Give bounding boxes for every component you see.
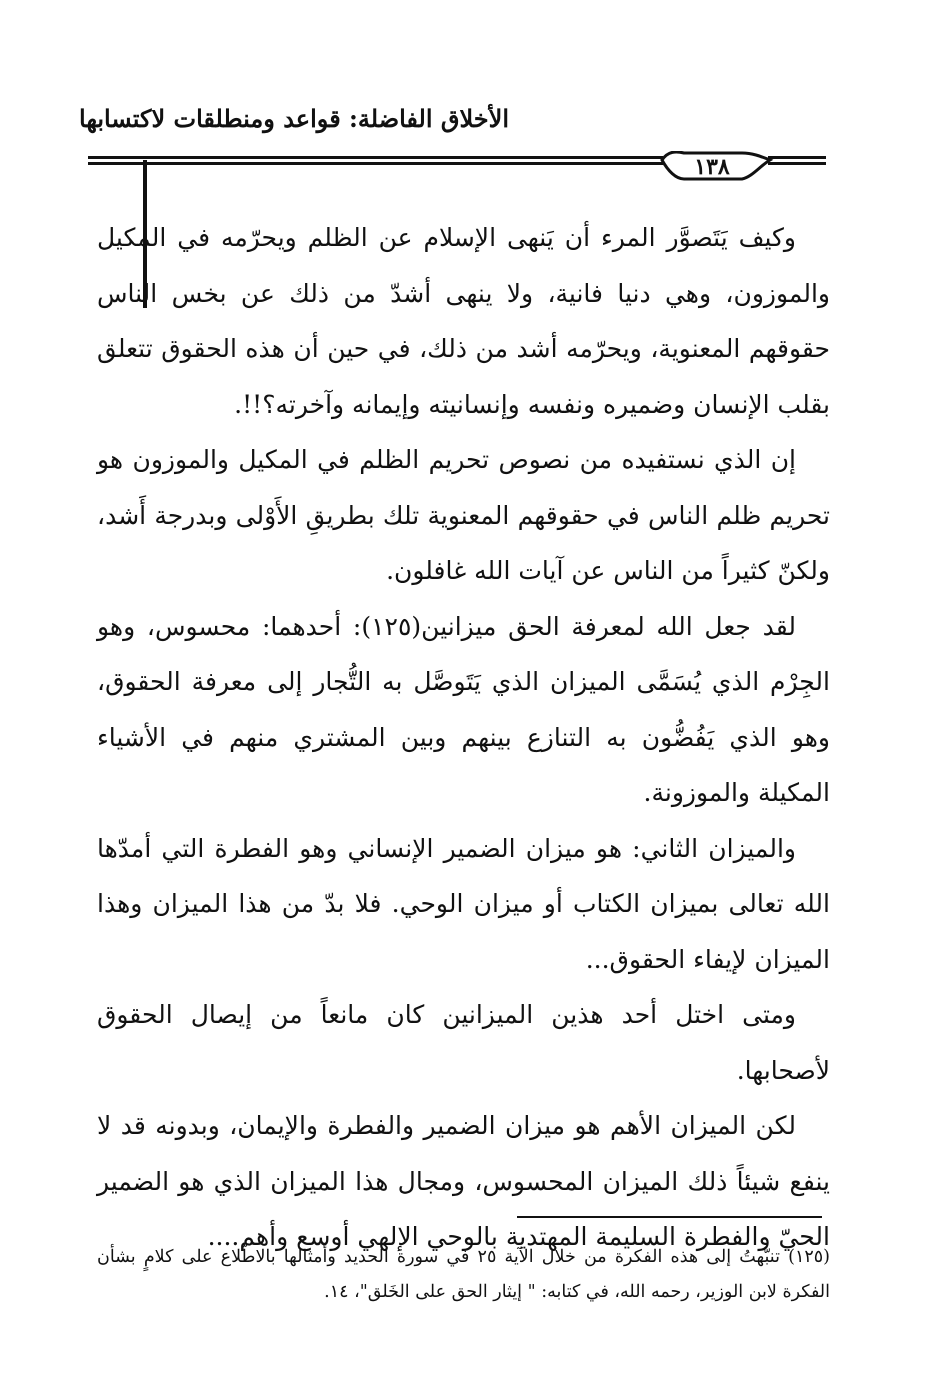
paragraph: والميزان الثاني: هو ميزان الضمير الإنساني وهو الفطرة التي أمدّها الله تعالى بميزان الكتاب أو ميزان الوحي. فلا بدّ من هذا الميزان وهذا الميزان لإيفاء الحقوق... [97, 833, 830, 974]
main-text [97, 210, 830, 1265]
paragraph: وكيف يَتَصوَّر المرء أن يَنهى الإسلام عن الظلم ويحرّمه في المكيل والموزون، وهي دنيا فانية، ولا ينهى أشدّ من ذلك عن بخس الناس حقوقهم المعنوية، ويحرّمه أشد من ذلك، في حين أن هذه الحقوق تتعلق بقلب الإنسان وضميره ونفسه وإنسانيته وإيمانه وآخرته؟!!. [97, 223, 830, 419]
paragraph: ومتى اختل أحد هذين الميزانين كان مانعاً من إيصال الحقوق لأصحابها. [97, 1000, 830, 1085]
footnote: (١٢٥) تنبّهتُ إلى هذه الفكرة من خلال الآية ٢٥ في سورة الحديد وأمثالها بالاطّلاع على كلامٍ بشأن الفكرة لابن الوزير، رحمه الله، في كتابه: " إيثار الحق على الخَلق"، ١٤. [97, 1247, 830, 1302]
paragraph: لكن الميزان الأهم هو ميزان الضمير والفطرة والإيمان، وبدونه قد لا ينفع شيئاً ذلك الميزان المحسوس، ومجال هذا الميزان الذي هو الضمير الحيّ والفطرة السليمة المهتدية بالوحي الإلهي أوسع وأهم.... [97, 1111, 830, 1251]
running-title: الأخلاق الفاضلة: قواعد ومنطلقات لاكتسابها [79, 104, 509, 133]
page-number: ١٣٨ [694, 154, 730, 180]
footnote-separator [517, 1216, 822, 1218]
paragraph: لقد جعل الله لمعرفة الحق ميزانين(١٢٥): أحدهما: محسوس، وهو الجِرْم الذي يُسَمَّى الميزان الذي يَتَوصَّل به التُّجار إلى معرفة الحقوق، وهو الذي يَفُضُّون به التنازع بينهم وبين المشتري منهم في الأشياء المكيلة والموزونة. [97, 611, 830, 807]
paragraph: إن الذي نستفيده من نصوص تحريم الظلم في المكيل والموزون هو تحريم ظلم الناس في حقوقهم المعنوية تلك بطريقِ الأَوْلى وبدرجة أَشد، ولكنّ كثيراً من الناس عن آيات الله غافلون. [97, 445, 830, 585]
